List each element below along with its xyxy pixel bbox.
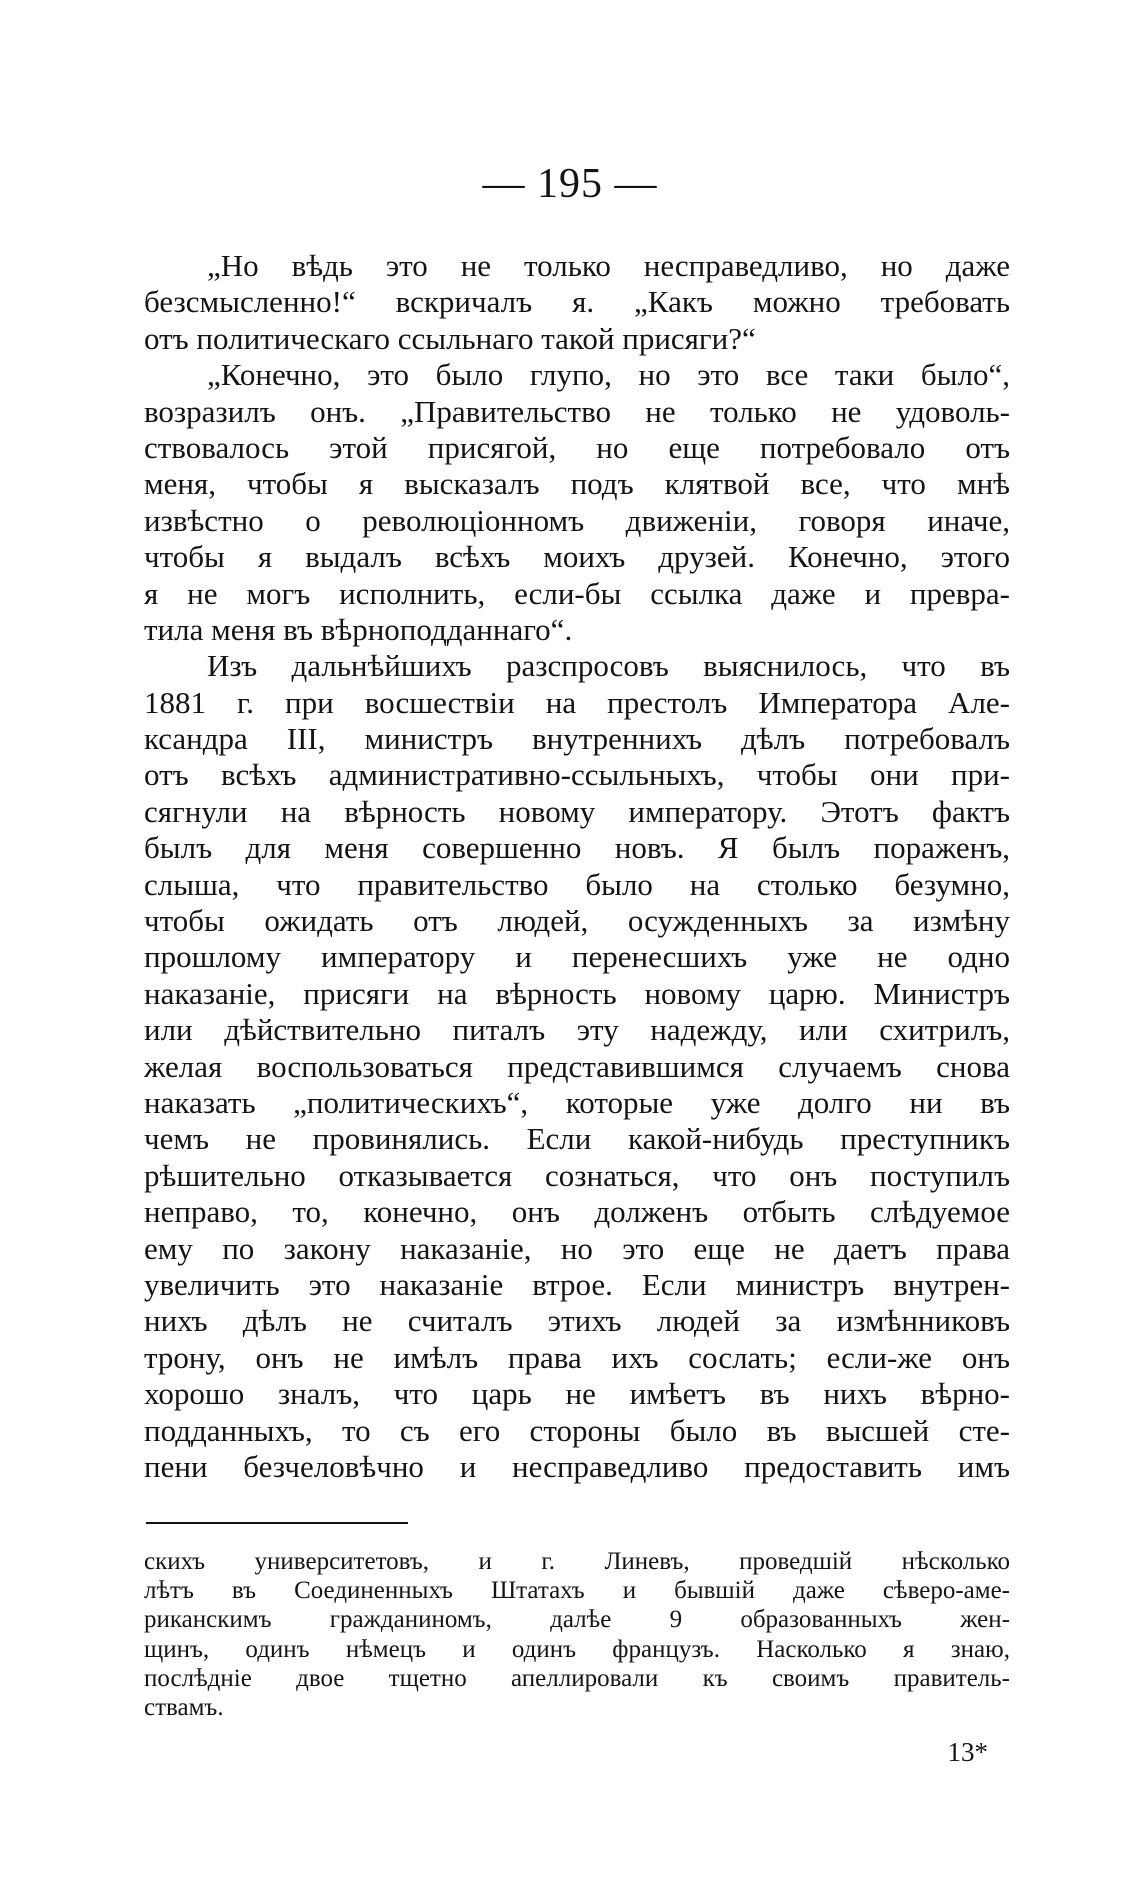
text-line: „Конечно, это было глупо, но это все таки было“, [207, 357, 1010, 393]
page-number: — 195 — [482, 161, 658, 207]
text-line: 1881 г. при восшествiи на престолъ Императора Але- [144, 684, 1010, 720]
text-line: Изъ дальнѣйшихъ разспросовъ выяснилось, что въ [207, 648, 1010, 684]
text-line: подданныхъ, то съ его стороны было въ высшей сте- [144, 1412, 1010, 1448]
text-line: желая воспользоваться представившимся случаемъ снова [144, 1048, 1010, 1084]
text-line: нихъ дѣлъ не считалъ этихъ людей за измѣнниковъ [144, 1303, 1010, 1339]
footnote-line: лѣтъ въ Соединенныхъ Штатахъ и бывшiй даже сѣверо-аме- [144, 1577, 1010, 1605]
text-line: былъ для меня совершенно новъ. Я былъ пораженъ, [144, 830, 1010, 866]
text-line: или дѣйствительно питалъ эту надежду, или схитрилъ, [144, 1012, 1010, 1048]
footnote-line: риканскимъ гражданиномъ, далѣе 9 образованныхъ жен- [144, 1606, 1010, 1634]
text-line: слыша, что правительство было на столько безумно, [144, 866, 1010, 902]
text-line: тила меня въ вѣрноподданнаго“. [144, 611, 573, 647]
text-line: ксандра III, министръ внутреннихъ дѣлъ потребовалъ [144, 721, 1010, 757]
main-text [144, 248, 1010, 1485]
text-line: увеличить это наказанiе втрое. Если министръ внутрен- [144, 1266, 1010, 1302]
footnote-line: ствамъ. [144, 1693, 224, 1721]
text-line: прошлому императору и перенесшихъ уже не одно [144, 939, 1010, 975]
text-line: извѣстно о революцiонномъ движенiи, говоря иначе, [144, 502, 1010, 538]
text-line: безсмысленно!“ вскричалъ я. „Какъ можно требовать [144, 284, 1010, 320]
text-line: наказанiе, присяги на вѣрность новому царю. Министръ [144, 975, 1010, 1011]
footnote [144, 1547, 1010, 1722]
text-line: „Но вѣдь это не только несправедливо, но даже [207, 248, 1010, 283]
text-line: наказать „политическихъ“, которые уже долго ни въ [144, 1084, 1010, 1120]
footnote-line: щинъ, одинъ нѣмецъ и одинъ французъ. Насколько я знаю, [144, 1635, 1010, 1663]
text-line: ему по закону наказанiе, но это еще не даетъ права [144, 1230, 1010, 1266]
text-line: возразилъ онъ. „Правительство не только не удоволь- [144, 393, 1010, 429]
footnote-line: послѣднiе двое тщетно апеллировали къ своимъ правитель- [144, 1664, 1010, 1692]
text-line: меня, чтобы я высказалъ подъ клятвой все, что мнѣ [144, 466, 1010, 502]
signature-mark: 13* [947, 1737, 988, 1767]
text-line: неправо, то, конечно, онъ долженъ отбыть слѣдуемое [144, 1194, 1010, 1230]
text-line: чтобы ожидать отъ людей, осужденныхъ за измѣну [144, 903, 1010, 939]
text-line: хорошо зналъ, что царь не имѣетъ въ нихъ вѣрно- [144, 1376, 1010, 1412]
text-line: трону, онъ не имѣлъ права ихъ сослать; если-же онъ [144, 1339, 1010, 1375]
text-line: я не могъ исполнить, если-бы ссылка даже и превра- [144, 575, 1010, 611]
text-line: чемъ не провинялись. Если какой-нибудь преступникъ [144, 1121, 1010, 1157]
text-line: отъ всѣхъ административно-ссыльныхъ, чтобы они при- [144, 757, 1010, 793]
text-line: отъ политическаго ссыльнаго такой присяги?“ [144, 320, 756, 356]
text-line: чтобы я выдалъ всѣхъ моихъ друзей. Конечно, этого [144, 539, 1010, 575]
text-line: рѣшительно отказывается сознаться, что онъ поступилъ [144, 1157, 1010, 1193]
text-line: пени безчеловѣчно и несправедливо предоставить имъ [144, 1448, 1010, 1484]
footnote-divider [146, 1522, 408, 1524]
footnote-line: скихъ университетовъ, и г. Линевъ, проведшiй нѣсколько [144, 1548, 1010, 1575]
text-line: сягнули на вѣрность новому императору. Этотъ фактъ [144, 793, 1010, 829]
text-line: ствовалось этой присягой, но еще потребовало отъ [144, 429, 1010, 465]
